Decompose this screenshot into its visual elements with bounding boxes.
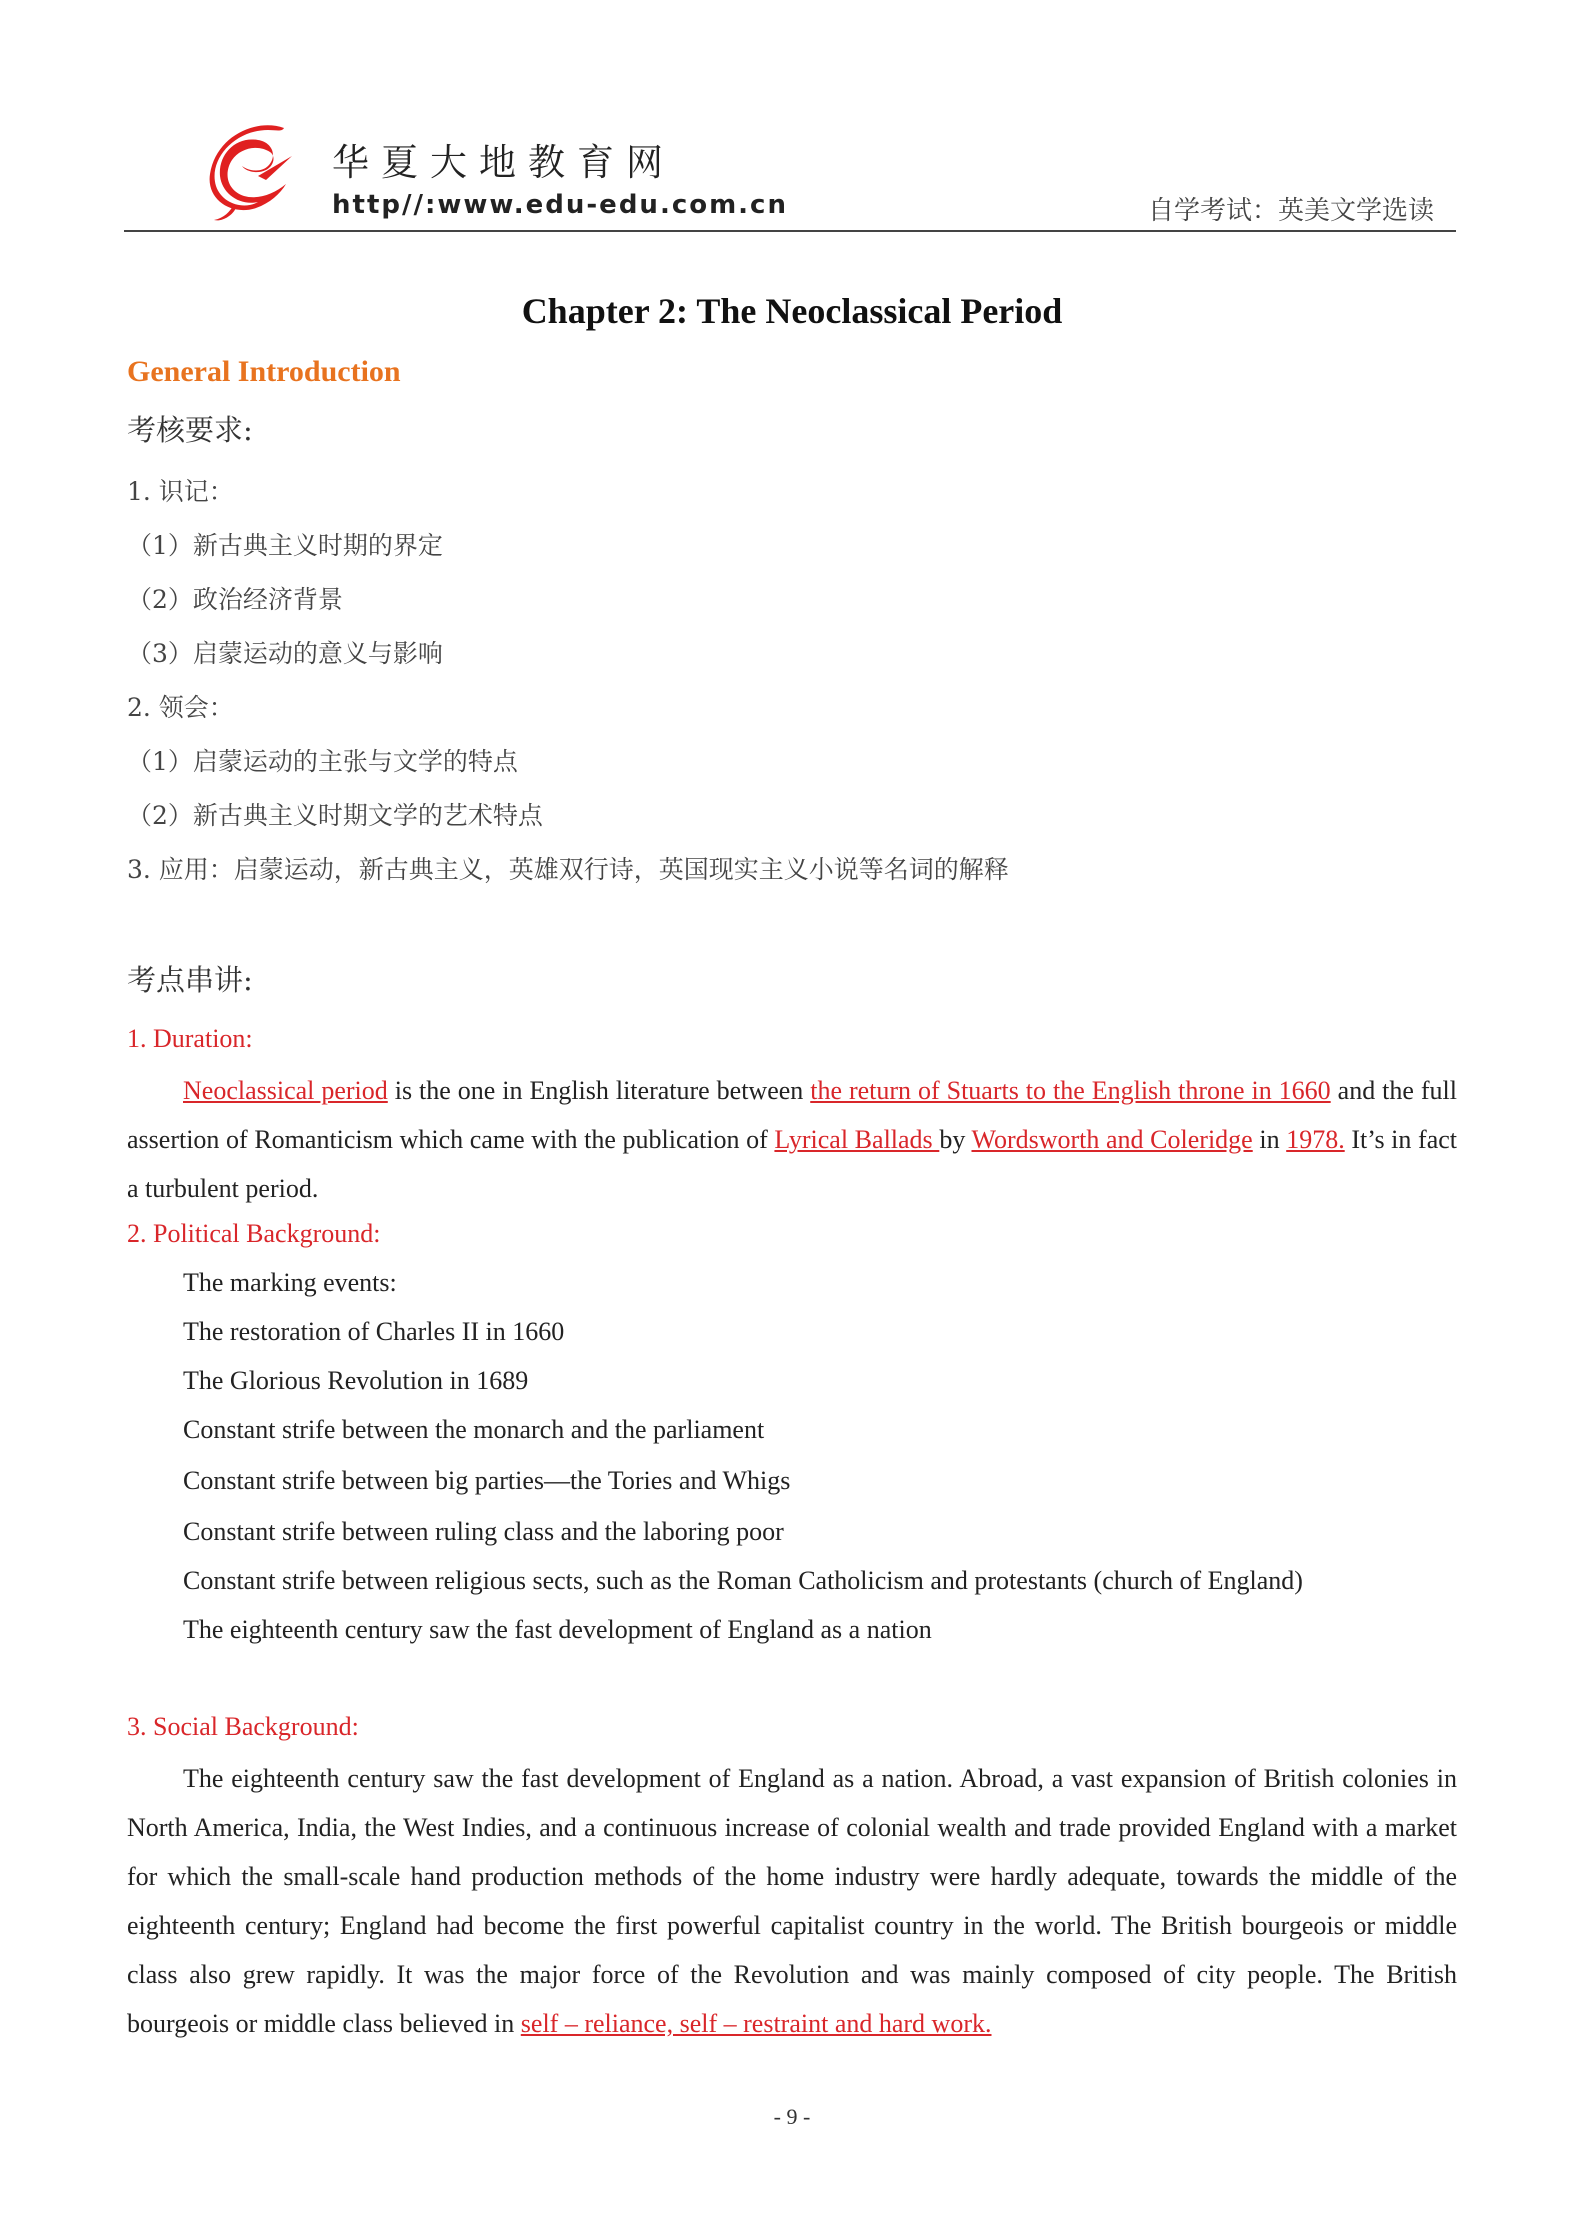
political-item: Constant strife between the monarch and the parliament [183,1415,765,1444]
requirement-line: （3）启蒙运动的意义与影响 [127,639,443,668]
term-middle-class-values: self – reliance, self – restraint and hard work. [520,2009,992,2038]
political-item: The eighteenth century saw the fast development of England as a nation [183,1615,932,1644]
political-item: The Glorious Revolution in 1689 [183,1366,529,1395]
site-name-cn: 华夏大地教育网 [332,141,675,184]
key-points-heading: 考点串讲: [127,963,253,997]
requirement-line: （2）政治经济背景 [127,585,343,614]
political-item: Constant strife between ruling class and the laboring poor [183,1517,784,1546]
term-neoclassical-period: Neoclassical period [183,1076,388,1105]
page-header [124,110,1456,232]
social-heading: 3. Social Background: [127,1712,359,1741]
header-divider [124,230,1456,232]
header-subject: 自学考试：英美文学选读 [1147,196,1434,226]
term-stuart-restoration: the return of Stuarts to the English throne in 1660 [810,1076,1331,1105]
political-item: Constant strife between religious sects, such as the Roman Catholicism and protestants (church of England) [183,1566,1303,1595]
chapter-title: Chapter 2: The Neoclassical Period [521,291,1063,331]
requirement-line: （2）新古典主义时期文学的艺术特点 [127,801,543,830]
term-year: 1978. [1286,1125,1345,1154]
requirement-line: （1）新古典主义时期的界定 [127,531,443,560]
social-paragraph: The eighteenth century saw the fast development of England as a nation. Abroad, a vast expansion of British colonies in North America, India, the West Indies, and a continuous increase of colonial wealth and trade provided England with a market for which the small-scale hand production methods of the home industry were hardly adequate, towards the middle of the eighteenth century; England had become the first powerful capitalist country in the world. The British bourgeois or middle class also grew rapidly. It was the major force of the Revolution and was mainly composed of city people. The British bourgeois or middle class believed in self – reliance, self – restraint and hard work. [127,1764,1457,2038]
general-introduction-heading: General Introduction [127,355,401,388]
political-item: The restoration of Charles II in 1660 [183,1317,565,1346]
political-heading: 2. Political Background: [127,1219,381,1248]
political-item: The marking events: [183,1268,397,1297]
duration-heading: 1. Duration: [127,1024,253,1053]
requirements-heading: 考核要求: [127,413,253,447]
term-lyrical-ballads: Lyrical Ballads [774,1125,940,1154]
requirement-line: （1）启蒙运动的主张与文学的特点 [127,747,518,776]
requirement-line: 2. 领会： [127,693,234,722]
page-number: - 9 - [773,2104,811,2129]
term-wordsworth-coleridge: Wordsworth and Coleridge [971,1125,1253,1154]
red-e-swoosh-logo [196,116,306,226]
requirement-line: 3. 应用：启蒙运动，新古典主义，英雄双行诗，英国现实主义小说等名词的解释 [127,855,1009,884]
site-url[interactable]: http//:www.edu-edu.com.cn [332,190,788,220]
requirement-line: 1. 识记： [127,477,234,506]
duration-paragraph: Neoclassical period is the one in English literature between the return of Stuarts to the English throne in 1660 and the full assertion of Romanticism which came with the publication of Lyrical Ballads by Wordsworth and Coleridge in 1978. It’s in fact a turbulent period. [127,1076,1458,1203]
political-item: Constant strife between big parties—the Tories and Whigs [183,1466,791,1495]
